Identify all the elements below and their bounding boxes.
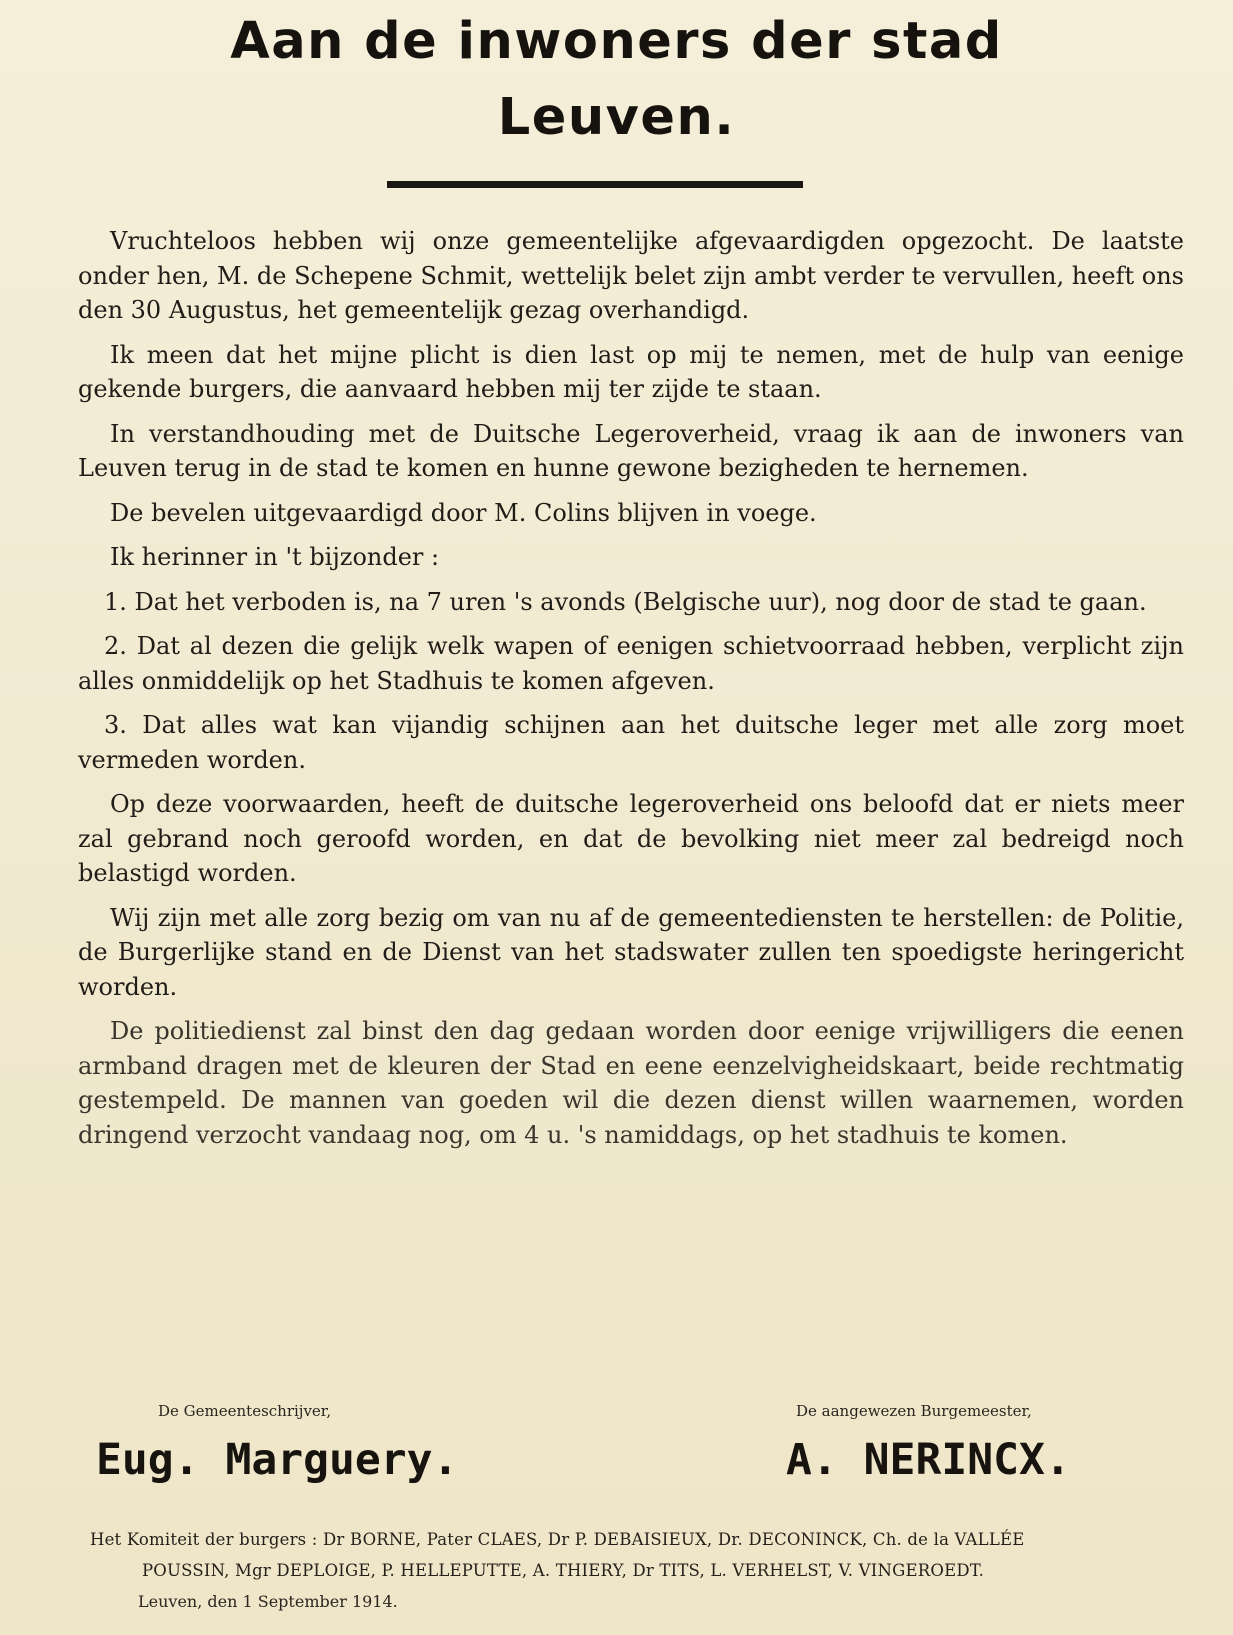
rule-item-1: 1. Dat het verboden is, na 7 uren 's avonds (Belgische uur), nog door de stad te gaan. [104, 587, 1147, 616]
committee-line-2: POUSSIN, Mgr DEPLOIGE, P. HELLEPUTTE, A. THIERY, Dr TITS, L. VERHELST, V. VINGEROEDT. [142, 1561, 985, 1580]
poster-title-line-1: Aan de inwoners der stad [230, 12, 1003, 71]
paragraph-duty: Ik meen dat het mijne plicht is dien last op mij te nemen, met de hulp van eenige gekende burgers, die aanvaard hebben mij ter zijde te staan. [78, 340, 1184, 403]
left-signatory-role: De Gemeenteschrijver, [158, 1402, 332, 1420]
paragraph-orders: De bevelen uitgevaardigd door M. Colins blijven in voege. [110, 498, 817, 527]
proclamation-body [78, 224, 1184, 1152]
committee-list [90, 1524, 1170, 1586]
paragraph-police: De politiedienst zal binst den dag gedaan worden door eenige vrijwilligers die eenen armband dragen met de kleuren der Stad en eene eenzelvigheidskaart, beide rechtmatig gestempeld. De mannen van goeden wil die dezen dienst willen waarnemen, worden dringend verzocht vandaag nog, om 4 u. 's namiddags, op het stadhuis te komen. [78, 1017, 1184, 1149]
dateline: Leuven, den 1 September 1914. [138, 1592, 398, 1611]
right-signatory-name: A. NERINCX. [786, 1435, 1071, 1485]
paragraph-intro: Vruchteloos hebben wij onze gemeentelijke afgevaardigden opgezocht. De laatste onder hen, M. de Schepene Schmit, wettelijk belet zijn ambt verder te vervullen, heeft ons den 30 Augustus, het gemeentelijk gezag overhandigd. [78, 227, 1184, 324]
poster-title [0, 4, 1233, 156]
left-signatory-name: Eug. Marguery. [96, 1435, 459, 1485]
rule-item-3: 3. Dat alles wat kan vijandig schijnen aan het duitsche leger met alle zorg moet vermeden worden. [78, 711, 1184, 774]
right-signatory-role: De aangewezen Burgemeester, [796, 1402, 1032, 1420]
paragraph-conditions: Op deze voorwaarden, heeft de duitsche legeroverheid ons beloofd dat er niets meer zal gebrand noch geroofd worden, en dat de bevolking niet meer zal bedreigd noch belastigd worden. [78, 790, 1184, 887]
rule-item-2: 2. Dat al dezen die gelijk welk wapen of eenigen schietvoorraad hebben, verplicht zijn alles onmiddelijk op het Stadhuis te komen afgeven. [78, 632, 1184, 695]
paragraph-services: Wij zijn met alle zorg bezig om van nu af de gemeentediensten te herstellen: de Politie, de Burgerlijke stand en de Dienst van het stadswater zullen ten spoedigste heringericht worden. [78, 903, 1184, 1001]
committee-line-1: Het Komiteit der burgers : Dr BORNE, Pater CLAES, Dr P. DEBAISIEUX, Dr. DECONINCK, Ch. de la VALLÉE [90, 1530, 1025, 1549]
title-divider [387, 181, 803, 188]
poster-title-line-2: Leuven. [497, 88, 736, 147]
paragraph-return: In verstandhouding met de Duitsche Legeroverheid, vraag ik aan de inwoners van Leuven terug in de stad te komen en hunne gewone bezigheden te hernemen. [78, 419, 1184, 482]
paragraph-reminder: Ik herinner in 't bijzonder : [110, 543, 440, 571]
